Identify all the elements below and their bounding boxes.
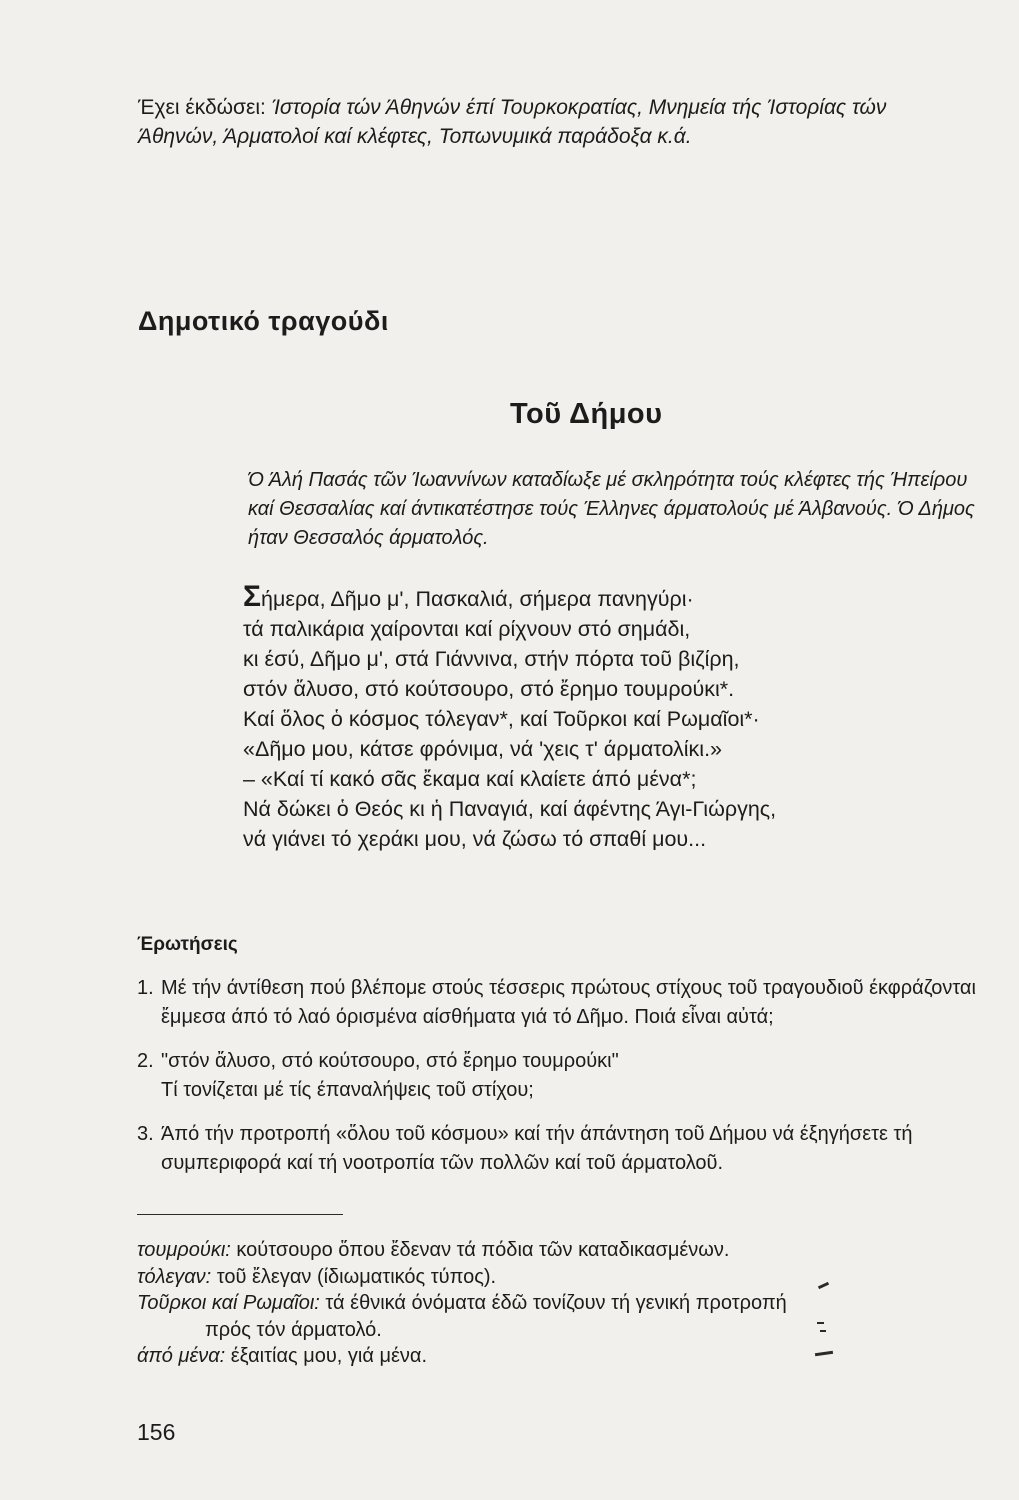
author-works-note xyxy=(138,93,968,151)
margin-mark xyxy=(820,1330,826,1332)
verse-line: Σήμερα, Δῆμο μ', Πασκαλιά, σήμερα πανηγύρι· xyxy=(243,580,694,613)
verse-line: στόν ἄλυσο, στό κούτσουρο, στό ἔρημο τουμρούκι*. xyxy=(243,677,735,701)
verse-line: «Δῆμο μου, κάτσε φρόνιμα, νά 'χεις τ' άρματολίκι.» xyxy=(243,737,723,761)
glossary-entry xyxy=(137,1237,997,1264)
margin-mark xyxy=(817,1322,824,1324)
verse-line: Καί ὅλος ὁ κόσμος τόλεγαν*, καί Τοῦρκοι καί Ρωμαῖοι*· xyxy=(243,707,760,731)
question-item xyxy=(137,1047,990,1105)
glossary-term: τόλεγαν: xyxy=(137,1265,212,1288)
question-text xyxy=(161,1047,990,1105)
glossary-entry xyxy=(137,1343,997,1370)
glossary-term: τουμρούκι: xyxy=(137,1239,231,1261)
verse-line: – «Καί τί κακό σᾶς ἔκαμα καί κλαίετε άπό μένα*; xyxy=(243,767,697,791)
question-quote: "στόν ἄλυσο, στό κούτσουρο, στό ἔρημο τουμρούκι" xyxy=(161,1050,619,1072)
drop-cap: Σ xyxy=(243,580,262,613)
song-title: Τοῦ Δήμου xyxy=(510,398,663,430)
question-subtext: Τί τονίζεται μέ τίς έπαναλήψεις τοῦ στίχου; xyxy=(161,1079,534,1101)
question-text: Μέ τήν άντίθεση πού βλέπομε στούς τέσσερις πρώτους στίχους τοῦ τραγουδιοῦ έκφράζονται ἔμμεσα άπό τό λαό όρισμένα αίσθήματα γιά τό Δῆμο. Ποιά εἶναι αὐτά; xyxy=(161,977,976,1028)
question-number: 3. xyxy=(137,1123,154,1145)
verse-line: κι έσύ, Δῆμο μ', στά Γιάννινα, στήν πόρτα τοῦ βιζίρη, xyxy=(243,647,740,671)
intro-lead: Έχει έκδώσει: xyxy=(138,96,272,119)
glossary-definition: τά έθνικά όνόματα έδῶ τονίζουν τή γενική προτροπή xyxy=(319,1292,787,1314)
glossary-definition-continued: πρός τόν άρματολό. xyxy=(205,1318,382,1341)
glossary-term: Τοῦρκοι καί Ρωμαῖοι: xyxy=(137,1292,320,1314)
footnote-divider xyxy=(137,1214,343,1215)
glossary xyxy=(137,1237,997,1370)
question-text: Άπό τήν προτροπή «ὅλου τοῦ κόσμου» καί τήν άπάντηση τοῦ Δήμου νά έξηγήσετε τή συμπεριφορά καί τή νοοτροπία τῶν πολλῶν καί τοῦ άρματολοῦ. xyxy=(161,1123,913,1174)
question-number: 2. xyxy=(137,1050,154,1072)
glossary-term: άπό μένα: xyxy=(137,1345,226,1367)
verse-line: Νά δώκει ὁ Θεός κι ἡ Παναγιά, καί άφέντης Άγι-Γιώργης, xyxy=(243,797,777,821)
glossary-definition: κούτσουρο ὅπου ἔδεναν τά πόδια τῶν καταδικασμένων. xyxy=(230,1239,730,1261)
questions-title: Έρωτήσεις xyxy=(137,934,238,955)
question-number: 1. xyxy=(137,977,154,999)
glossary-entry xyxy=(137,1264,997,1291)
glossary-definition: τοῦ ἔλεγαν (ίδιωματικός τύπος). xyxy=(211,1265,497,1288)
intro-works: Ίστορία τών Άθηνών έπί Τουρκοκρατίας, Μνημεία τής Ίστορίας τών Άθηνών, Άρματολοί καί κλέφτες, Τοπωνυμικά παράδοξα κ.ά. xyxy=(138,96,887,148)
page-number: 156 xyxy=(137,1419,176,1445)
song-verses xyxy=(243,580,777,854)
section-title: Δημοτικό τραγούδι xyxy=(138,306,389,336)
verse-line: τά παλικάρια χαίρονται καί ρίχνουν στό σημάδι, xyxy=(243,617,691,641)
glossary-definition: έξαιτίας μου, γιά μένα. xyxy=(225,1345,428,1367)
question-item xyxy=(137,974,990,1032)
questions-list xyxy=(137,974,990,1193)
question-item xyxy=(137,1120,990,1178)
verse-line: νά γιάνει τό χεράκι μου, νά ζώσω τό σπαθί μου... xyxy=(243,827,707,851)
song-introduction: Ό Άλή Πασάς τῶν Ίωαννίνων καταδίωξε μέ σκληρότητα τούς κλέφτες τής Ήπείρου καί Θεσσαλίας καί άντικατέστησε τούς Έλληνες άρματολούς μέ Άλβανούς. Ό Δήμος ήταν Θεσσαλός άρματολός. xyxy=(248,469,975,549)
glossary-entry xyxy=(137,1290,997,1343)
